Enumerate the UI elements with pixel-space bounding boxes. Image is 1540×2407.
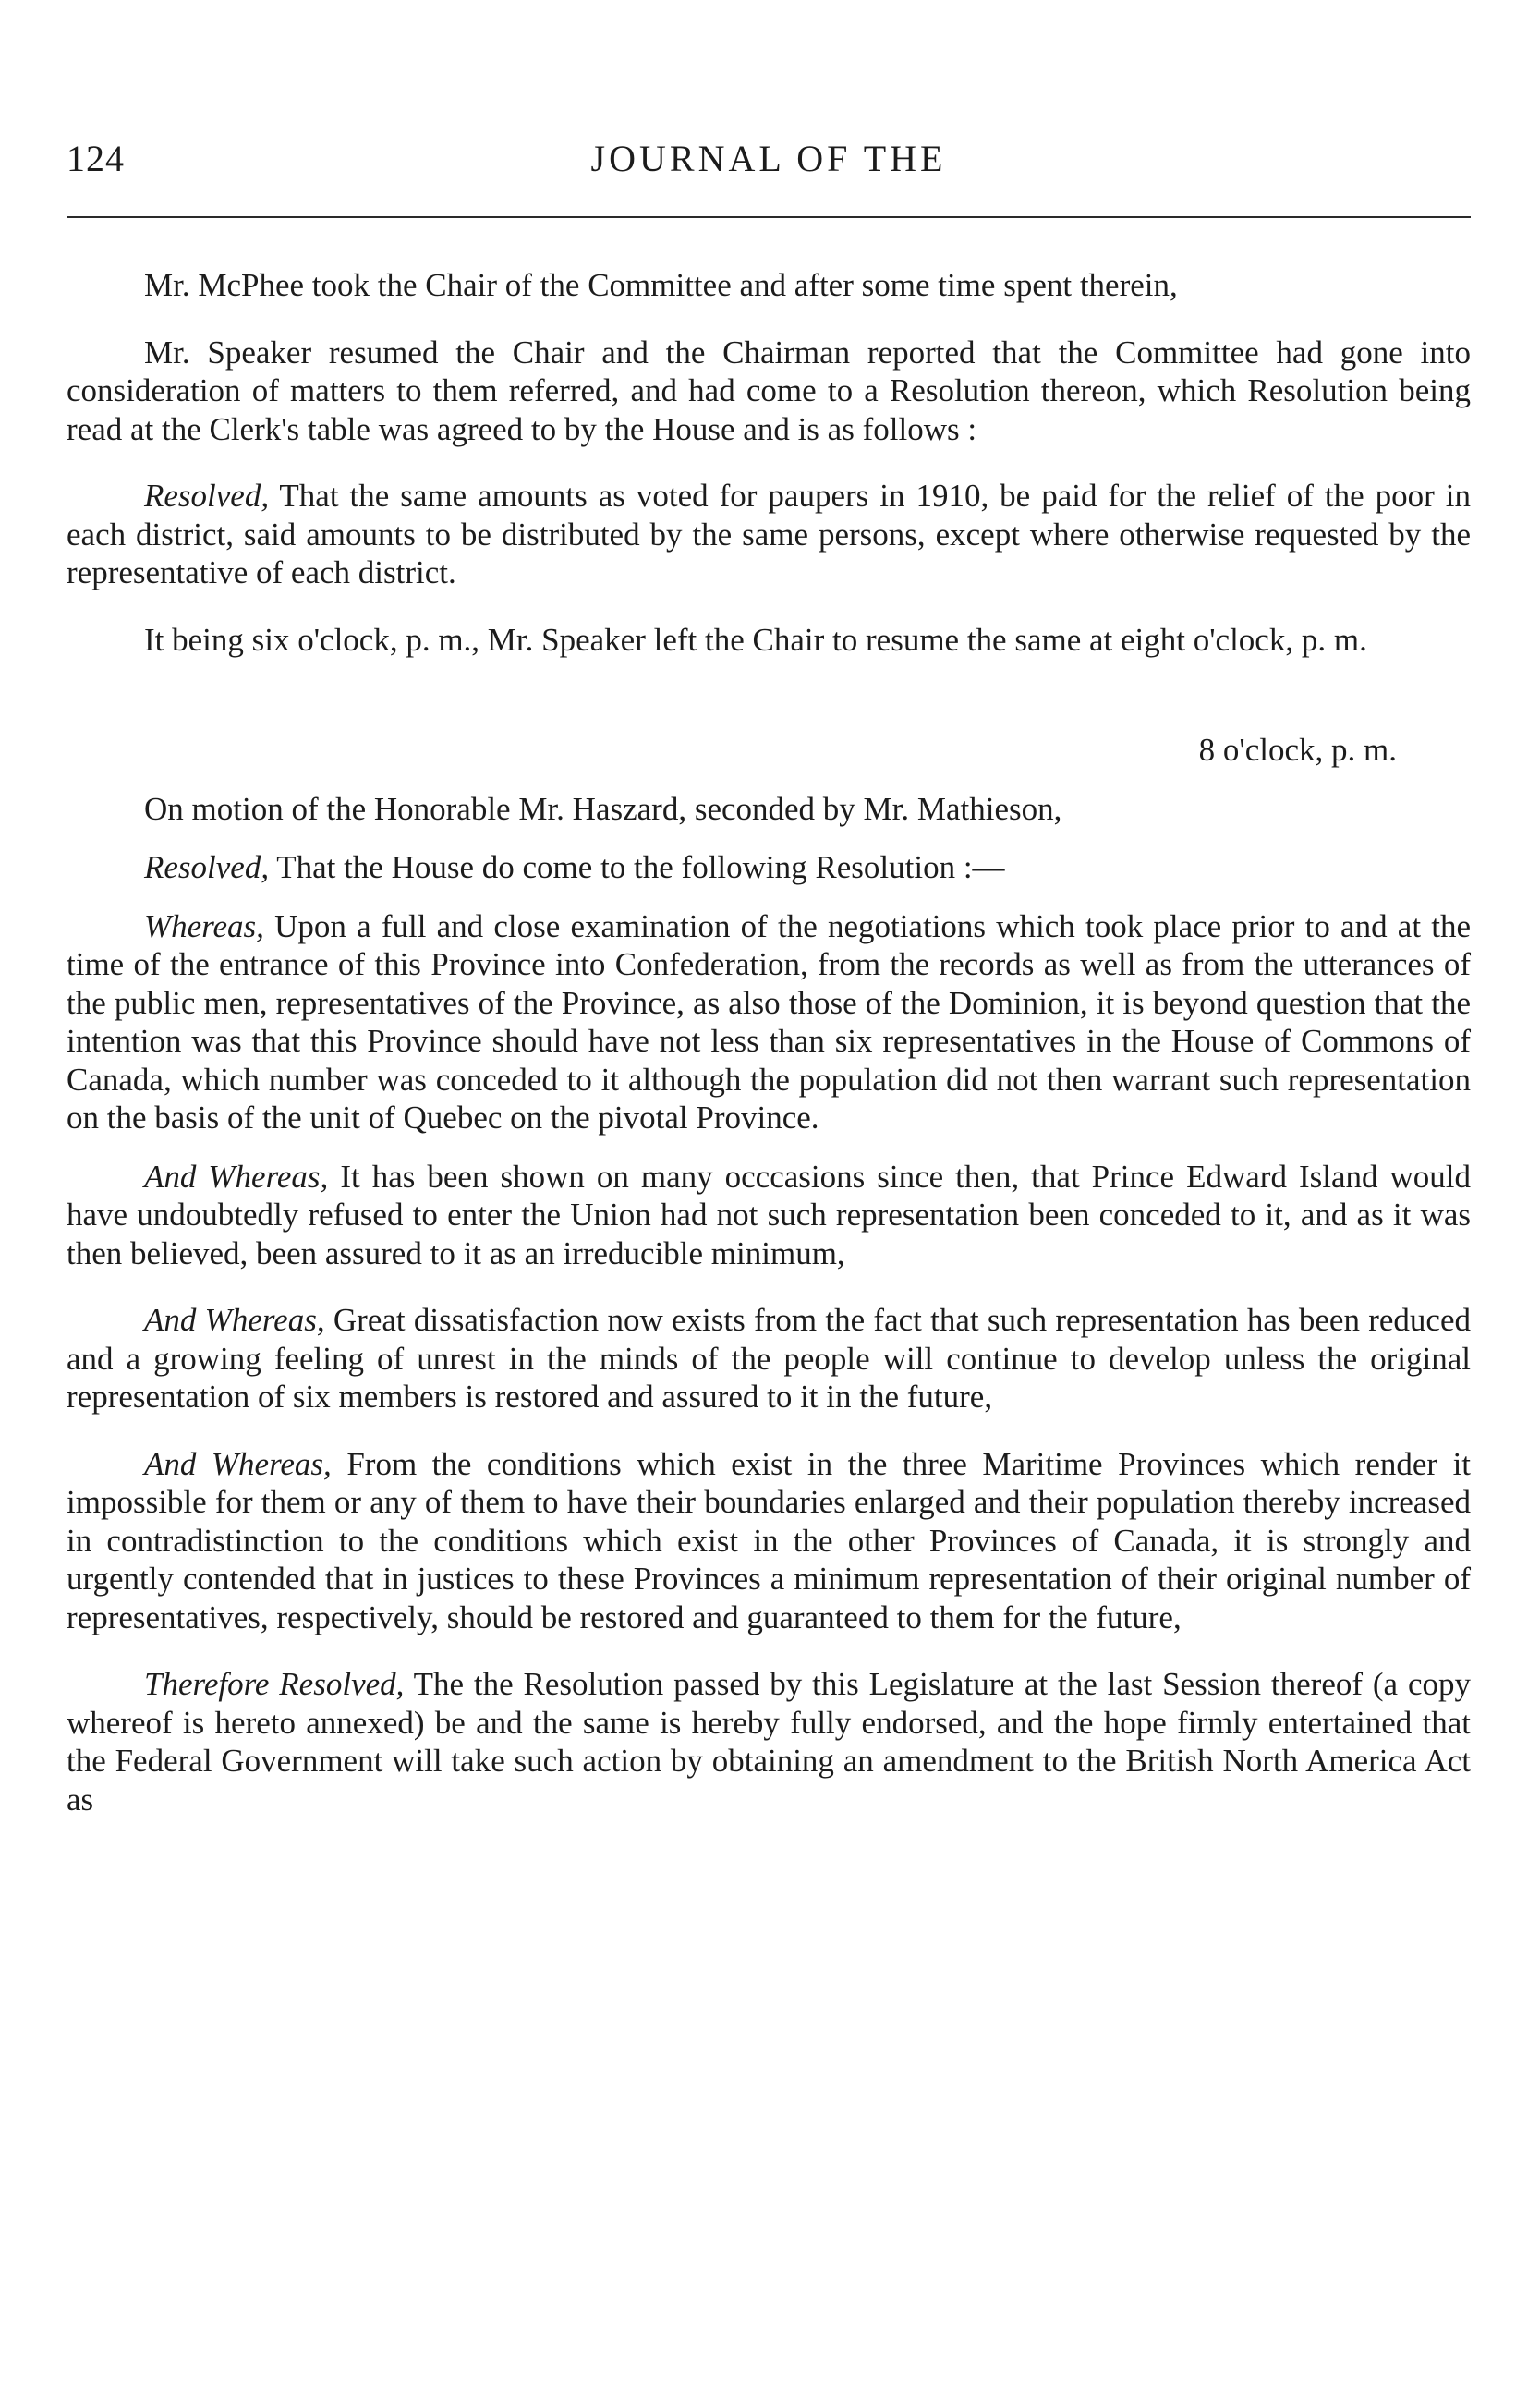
paragraph-lead: And Whereas, bbox=[144, 1302, 325, 1338]
paragraph-text: Mr. McPhee took the Chair of the Committee and after some time spent therein, bbox=[144, 267, 1178, 303]
paragraph-lead: Resolved, bbox=[144, 849, 270, 885]
paragraph-text: Upon a full and close examination of the negotiations which took place prior to and at the time of the entrance of this Province into Confederation, from the records as well as from the utterances of the public men, representatives of the Province, as also those of the Dominion, it is beyond question that the intention was that this Province should have not less than six representatives in the House of Commons of Canada, which number was conceded to it although the population did not then warrant such representation on the basis of the unit of Quebec on the pivotal Province. bbox=[67, 907, 1471, 1136]
journal-body bbox=[67, 266, 1471, 1847]
paragraph-six-oclock bbox=[67, 621, 1471, 660]
paragraph-speaker-resumed bbox=[67, 334, 1471, 449]
paragraph-committee-chair bbox=[67, 266, 1471, 305]
running-head: JOURNAL OF THE bbox=[590, 138, 947, 179]
paragraph-text: The the Resolution passed by this Legislature at the last Session thereof (a copy whereof is hereto annexed) be and the same is hereby fully endorsed, and the hope firmly entertained that the Federal Government will take such action by obtaining an amendment to the British North America Act as bbox=[67, 1666, 1471, 1817]
header-rule bbox=[67, 216, 1471, 218]
evening-time-heading: 8 o'clock, p. m. bbox=[1198, 732, 1397, 768]
paragraph-text: It being six o'clock, p. m., Mr. Speaker left the Chair to resume the same at eight o'clock, p. m. bbox=[144, 621, 1367, 658]
paragraph-lead: Resolved, bbox=[144, 478, 270, 514]
paragraph-and-whereas-2 bbox=[67, 1301, 1471, 1416]
paragraph-text: On motion of the Honorable Mr. Haszard, seconded by Mr. Mathieson, bbox=[144, 790, 1062, 827]
paragraph-and-whereas-1 bbox=[67, 1158, 1471, 1273]
paragraph-text: Great dissatisfaction now exists from the fact that such representation has been reduced and a growing feeling of unrest in the minds of the people will continue to develop unless the original representation of six members is restored and assured to it in the future, bbox=[67, 1302, 1471, 1415]
paragraph-and-whereas-3 bbox=[67, 1445, 1471, 1637]
paragraph-resolved-resolution bbox=[67, 848, 1471, 887]
paragraph-text: That the same amounts as voted for paupers in 1910, be paid for the relief of the poor in each district, said amounts to be distributed by the same persons, except where otherwise requested by the representative of each district. bbox=[67, 478, 1471, 590]
paragraph-lead: And Whereas, bbox=[144, 1158, 329, 1195]
paragraph-text: It has been shown on many occcasions since then, that Prince Edward Island would have undoubtedly refused to enter the Union had not such representation been conceded to it, and as it was then believed, been assured to it as an irreducible minimum, bbox=[67, 1158, 1471, 1271]
paragraph-text: From the conditions which exist in the three Maritime Provinces which render it impossible for them or any of them to have their boundaries enlarged and their population thereby increased in contradistinction to the conditions which exist in the other Provinces of Canada, it is strongly and urgently contended that in justices to these Provinces a minimum representation of their original number of representatives, respectively, should be restored and guaranteed to them for the future, bbox=[67, 1445, 1472, 1635]
paragraph-motion bbox=[67, 790, 1471, 829]
paragraph-text: Mr. Speaker resumed the Chair and the Chairman reported that the Committee had gone into consideration of matters to them referred, and had come to a Resolution thereon, which Resolution being read at the Clerk's table was agreed to by the House and is as follows : bbox=[67, 334, 1471, 447]
paragraph-lead: Therefore Resolved, bbox=[144, 1666, 405, 1702]
paragraph-text: That the House do come to the following Resolution :— bbox=[269, 849, 1005, 885]
paragraph-therefore-resolved bbox=[67, 1665, 1471, 1818]
page-number: 124 bbox=[67, 138, 125, 179]
paragraph-resolved-paupers bbox=[67, 477, 1471, 592]
paragraph-lead: Whereas, bbox=[144, 907, 264, 944]
paragraph-lead: And Whereas, bbox=[144, 1445, 332, 1482]
page-header bbox=[67, 137, 1471, 192]
paragraph-whereas bbox=[67, 907, 1471, 1137]
